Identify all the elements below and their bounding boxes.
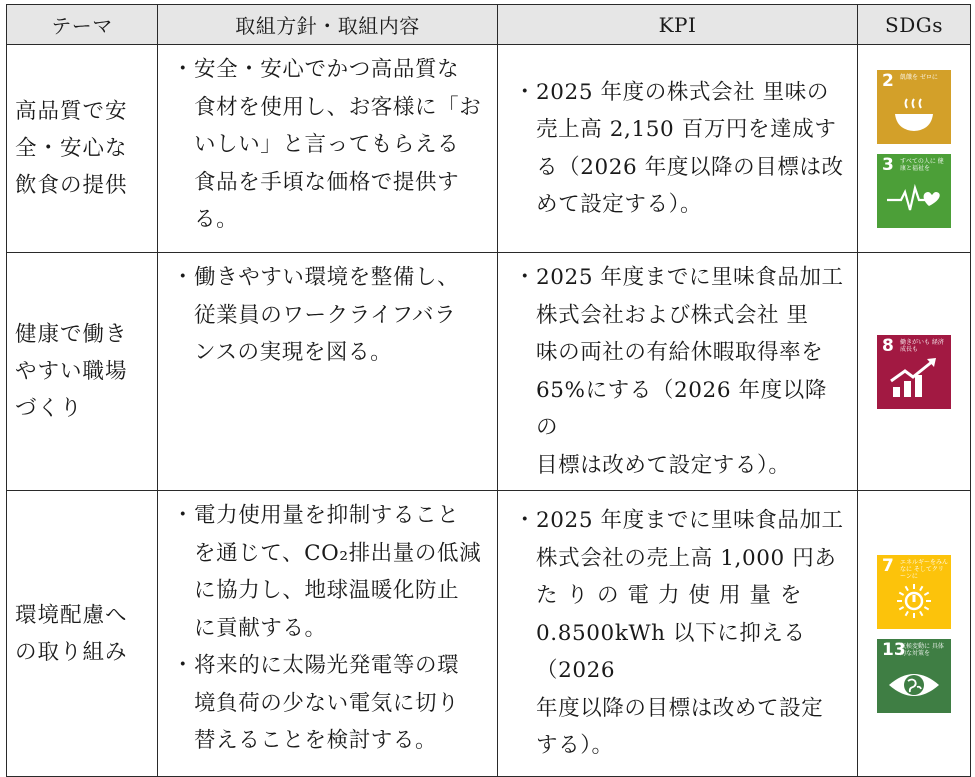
policy-line: 将来的に太陽光発電等の環 [194, 653, 460, 678]
policy-line: 電力使用量を抑制すること [194, 503, 460, 528]
policy-line: る。 [194, 207, 239, 232]
theme-line: 環境配慮へ [15, 602, 128, 628]
table-row [7, 253, 971, 491]
header-sdgs: SDGs [858, 5, 971, 45]
policy-bullet-item [168, 51, 487, 239]
policy-line: 食材を使用し、お客様に「お [194, 94, 482, 120]
policy-bullet-item [168, 647, 487, 760]
kpi-bullet-item [510, 259, 849, 484]
kpi-line: 年度以降の目標は改めて設定 [536, 695, 824, 721]
kpi-cell [498, 45, 858, 253]
kpi-bullet-item [510, 74, 849, 224]
policy-line: に協力し、地球温暖化防止 [194, 578, 460, 603]
header-theme: テーマ [7, 5, 158, 45]
kpi-line: 味の両社の有給休暇取得率を [536, 340, 824, 365]
policy-cell [158, 45, 498, 253]
theme-line: やすい職場 [15, 359, 128, 384]
table-row [7, 45, 971, 253]
policy-line: に貢献する。 [194, 615, 327, 641]
kpi-line: めて設定する）。 [536, 192, 703, 217]
sdg-goal-number: 13 [882, 639, 906, 660]
header-policy: 取組方針・取組内容 [158, 5, 498, 45]
sdgs-initiatives-table [6, 4, 971, 777]
kpi-line: 2025 年度の株式会社 里味の [536, 79, 829, 105]
policy-bullet-list [168, 497, 487, 760]
kpi-line: 2025 年度までに里味食品加工 [536, 508, 844, 534]
policy-line: 境負荷の少ない電気に切り [194, 690, 460, 716]
theme-line: 高品質で安 [15, 99, 128, 124]
theme-line: 全・安心な [15, 136, 128, 161]
bullet-glyph: ・ [514, 265, 537, 290]
kpi-line: する）。 [536, 733, 614, 759]
policy-line: 働きやすい環境を整備し、 [194, 265, 460, 290]
sdg-goal-7-tile [877, 555, 951, 629]
kpi-bullet-list [510, 259, 849, 484]
sdg-goal-number: 7 [882, 555, 894, 576]
bullet-glyph: ・ [172, 653, 195, 678]
theme-line: づくり [15, 396, 83, 421]
kpi-bullet-item [510, 502, 849, 765]
kpi-bullet-list [510, 502, 849, 765]
policy-line: いしい」と言ってもらえる [194, 132, 460, 157]
policy-cell [158, 491, 498, 777]
theme-line: の取り組み [15, 639, 128, 665]
sdg-cell [858, 253, 971, 491]
kpi-cell [498, 491, 858, 777]
policy-cell [158, 253, 498, 491]
policy-line: 食品を手頃な価格で提供す [194, 169, 460, 195]
theme-line: 健康で働き [15, 322, 128, 347]
kpi-line: 売上高 2,150 百万円を達成す [536, 117, 837, 142]
theme-line: 飲食の提供 [15, 173, 128, 198]
sdg-goal-8-tile [877, 335, 951, 409]
bullet-glyph: ・ [172, 57, 195, 82]
bullet-glyph: ・ [514, 79, 537, 105]
kpi-bullet-list [510, 74, 849, 224]
sdg-goal-number: 3 [882, 154, 894, 175]
sdg-goal-number: 2 [882, 70, 894, 91]
bullet-glyph: ・ [514, 508, 537, 534]
sdg-goal-2-tile [877, 70, 951, 144]
policy-line: 従業員のワークライフバラ [194, 302, 457, 328]
policy-line: を通じて、CO₂排出量の低減 [194, 540, 482, 566]
theme-cell [7, 491, 158, 777]
sdgs-initiatives-sheet [6, 4, 970, 759]
sdg-goal-title: エネルギーをみんなに そしてクリーンに [900, 558, 949, 580]
table-row [7, 491, 971, 777]
policy-bullet-item [168, 497, 487, 647]
kpi-line: 65%にする（2026 年度以降の [536, 377, 827, 440]
sdg-icon-stack [858, 555, 970, 713]
kpi-line: 2025 年度までに里味食品加工 [536, 265, 844, 290]
header-kpi: KPI [498, 5, 858, 45]
table-header-row [7, 5, 971, 45]
sdg-goal-number: 8 [882, 335, 894, 356]
policy-line: 替えることを検討する。 [194, 728, 438, 753]
sdg-icon-stack [858, 70, 970, 228]
kpi-line: る（2026 年度以降の目標は改 [536, 154, 844, 180]
bullet-glyph: ・ [172, 503, 195, 528]
policy-bullet-list [168, 259, 487, 372]
policy-line: ンスの実現を図る。 [194, 340, 393, 365]
kpi-cell [498, 253, 858, 491]
sdg-goal-title: 気候変動に 具体的な対策を [900, 642, 944, 657]
kpi-line: 目標は改めて設定する）。 [536, 452, 791, 478]
kpi-line: 株式会社の売上高 1,000 円あ [536, 545, 837, 571]
policy-bullet-item [168, 259, 487, 372]
policy-bullet-list [168, 51, 487, 239]
sdg-goal-title: すべての人に 健康と福祉を [900, 157, 944, 172]
sdg-goal-13-tile [877, 639, 951, 713]
sdg-cell [858, 491, 971, 777]
sdg-goal-title: 働きがいも 経済成長も [900, 338, 944, 353]
policy-line: 安全・安心でかつ高品質な [194, 57, 460, 82]
theme-cell [7, 253, 158, 491]
sdg-goal-3-tile [877, 154, 951, 228]
theme-cell [7, 45, 158, 253]
kpi-line: たりの電力使用量を [536, 583, 811, 609]
sdg-icon-stack [858, 335, 970, 409]
sdg-goal-title: 飢餓を ゼロに [900, 73, 938, 81]
kpi-line: 0.8500kWh 以下に抑える（2026 [536, 620, 806, 684]
kpi-line: 株式会社および株式会社 里 [536, 302, 809, 328]
bullet-glyph: ・ [172, 265, 195, 290]
sdg-cell [858, 45, 971, 253]
